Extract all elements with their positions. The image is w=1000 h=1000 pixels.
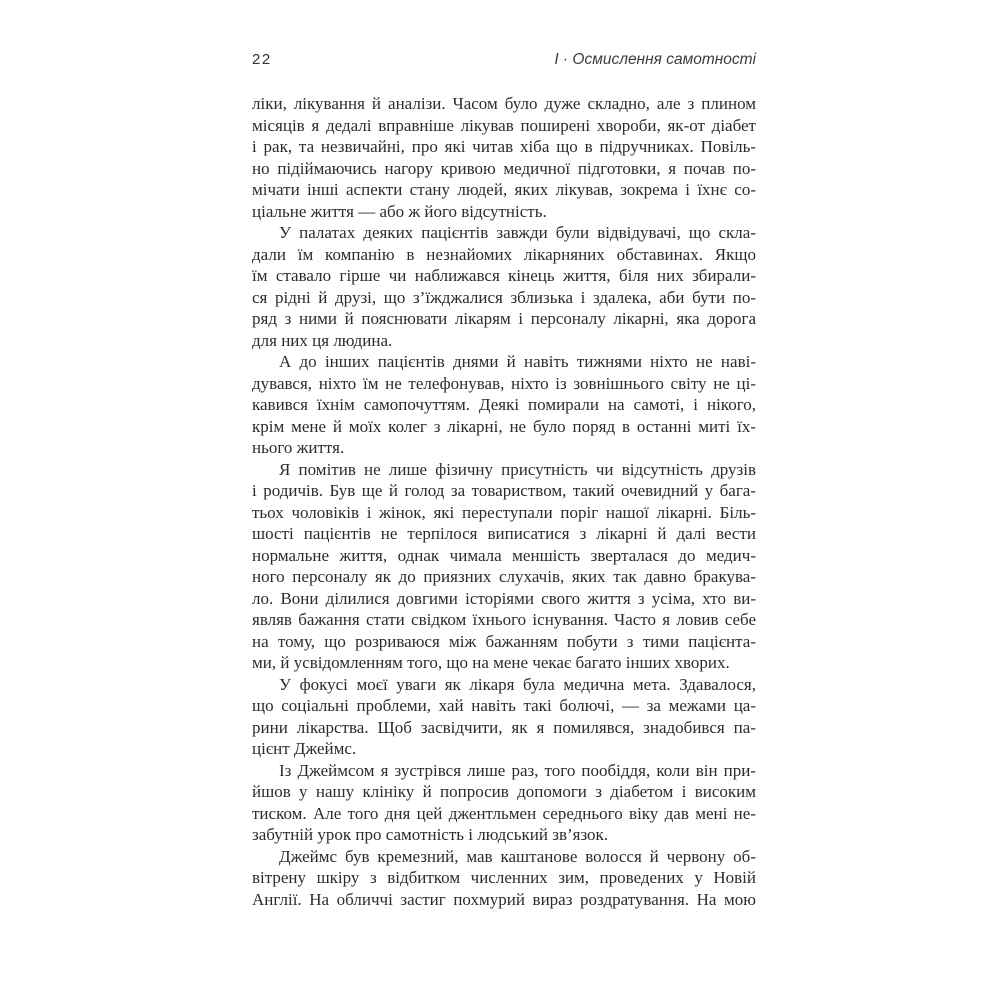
- text-line: У фокусі моєї уваги як лікаря була медична мета. Здавалося,: [279, 674, 756, 694]
- text-line: тиском. Але того дня цей джентльмен середнього віку дав мені не-: [252, 803, 756, 823]
- page-number: 22: [252, 51, 272, 68]
- text-line: являв бажання стати свідком їхнього існування. Часто я ловив себе: [252, 610, 756, 629]
- text-line: і рак, та незвичайні, про які читав хіба що в підручниках. Повіль-: [252, 137, 756, 156]
- text-line: для них ця людина.: [252, 330, 393, 350]
- text-line: У палатах деяких пацієнтів завжди були відвідувачі, що скла-: [279, 223, 756, 242]
- text-line: ного персоналу як до приязних слухачів, яких так давно бракува-: [252, 567, 756, 586]
- text-line: ло. Вони ділилися довгими історіями свого життя з усіма, хто ви-: [252, 588, 756, 608]
- text-line: ряд з ними й пояснювати лікарям і персоналу лікарні, яка дорога: [252, 309, 756, 328]
- text-line: вітрену шкіру з відбитком численних зим, проведених у Новій: [252, 868, 756, 887]
- paragraph: [252, 459, 756, 674]
- paragraph: [252, 351, 756, 459]
- text-line: ліки, лікування й аналізи. Часом було дуже складно, але з плином: [252, 94, 756, 113]
- body-text: [252, 93, 756, 910]
- text-line: що соціальні проблеми, хай навіть такі болючі, — за межами ца-: [252, 696, 756, 715]
- text-line: місяців я дедалі вправніше лікував поширені хвороби, як-от діабет: [252, 115, 756, 135]
- text-line: і родичів. Був ще й голод за товариством, такий очевидний у бага-: [252, 481, 756, 500]
- text-line: шості пацієнтів не терпілося виписатися з лікарні й далі вести: [252, 524, 756, 543]
- text-line: нормальне життя, однак чимала меншість зверталася до медич-: [252, 545, 756, 565]
- text-line: дали їм компанію в незнайомих лікарняних обставинах. Якщо: [252, 244, 756, 264]
- paragraph: [252, 760, 756, 846]
- text-line: ціальне життя — або ж його відсутність.: [252, 201, 547, 221]
- text-line: нього життя.: [252, 438, 345, 457]
- text-line: цієнт Джеймс.: [252, 739, 357, 758]
- page-header: [252, 51, 756, 71]
- text-line: Я помітив не лише фізичну присутність чи відсутність друзів: [279, 459, 756, 479]
- text-line: тьох чоловіків і жінок, які переступали поріг нашої лікарні. Біль-: [252, 502, 756, 522]
- text-line: забутній урок про самотність і людський зв’язок.: [252, 825, 609, 844]
- text-line: кавився їхнім самопочуттям. Деякі помирали на самоті, і нікого,: [252, 395, 756, 414]
- text-line: ся рідні й друзі, що з’їжджалися зблизька і здалека, аби бути по-: [252, 287, 756, 307]
- text-line: Англії. На обличчі застиг похмурий вираз роздратування. На мою: [252, 889, 756, 909]
- text-line: рини лікарства. Щоб засвідчити, як я помилявся, знадобився па-: [252, 717, 756, 737]
- text-line: но підіймаючись нагору кривою медичної підготовки, я почав по-: [252, 158, 756, 178]
- text-line: йшов у нашу клініку й попросив допомоги з діабетом і високим: [252, 782, 756, 801]
- paragraph: [252, 93, 756, 222]
- text-line: на тому, що розриваюся між бажанням побути з тими пацієнта-: [252, 631, 756, 651]
- paragraph: [252, 674, 756, 760]
- text-line: мічати інші аспекти стану людей, яких лікував, зокрема і їхнє со-: [252, 180, 756, 199]
- running-title: І · Осмислення самотності: [554, 51, 756, 68]
- paragraph: [252, 222, 756, 351]
- text-line: А до інших пацієнтів днями й навіть тижнями ніхто не наві-: [279, 352, 756, 371]
- text-line: їм ставало гірше чи наближався кінець життя, біля них збирали-: [252, 266, 756, 285]
- paragraph: [252, 846, 756, 911]
- text-line: крім мене й моїх колег з лікарні, не було поряд в останні миті їх-: [252, 416, 756, 436]
- text-line: дувався, ніхто їм не телефонував, ніхто із зовнішнього світу не ці-: [252, 373, 756, 393]
- text-line: Із Джеймсом я зустрівся лише раз, того пообіддя, коли він при-: [279, 760, 756, 780]
- text-line: Джеймс був кремезний, мав каштанове волосся й червону об-: [279, 846, 756, 866]
- text-line: ми, й усвідомленням того, що на мене чекає багато інших хворих.: [252, 653, 730, 672]
